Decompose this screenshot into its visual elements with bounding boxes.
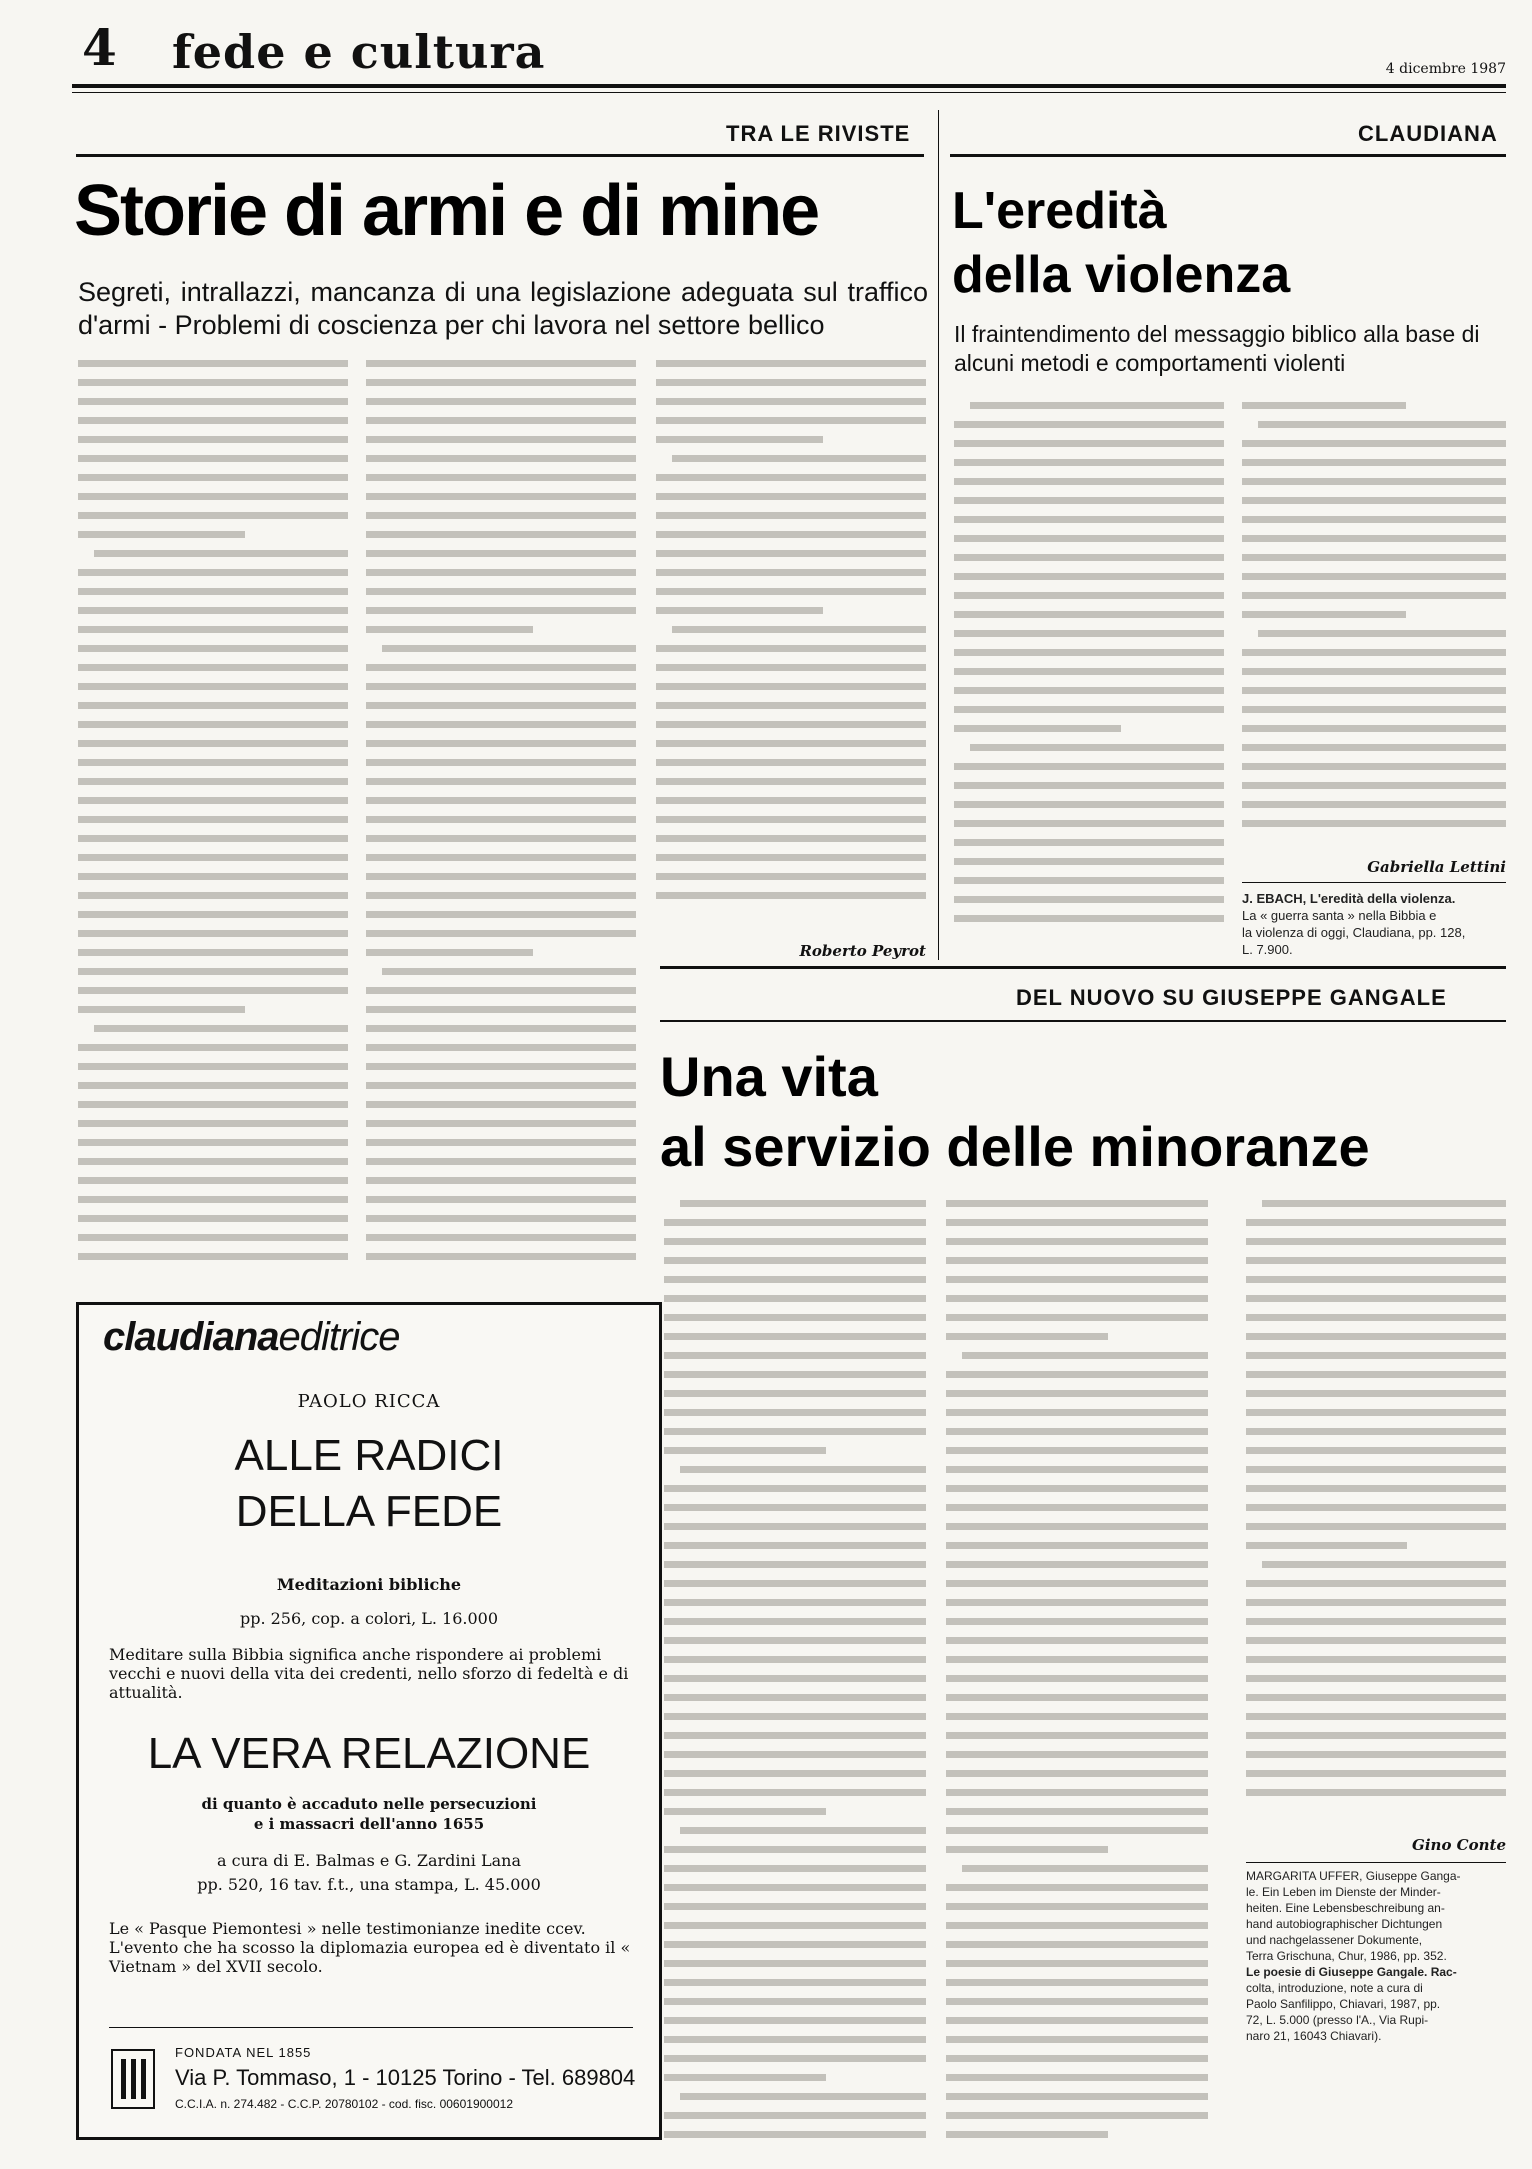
arms-kicker: TRA LE RIVISTE — [726, 121, 911, 146]
book2-subtitle-line-2: e i massacri dell'anno 1655 — [253, 1815, 485, 1833]
book1-blurb: Meditare sulla Bibbia significa anche rispondere ai problemi vecchi e nuovi della vita dei credenti, nello sforzo di fedeltà e di attualità. — [109, 1645, 629, 1702]
arms-body-col-2 — [366, 360, 636, 1260]
claudiana-advertisement — [76, 1302, 662, 2140]
violence-kicker: CLAUDIANA — [1358, 121, 1498, 146]
arms-subtitle: Segreti, intrallazzi, mancanza di una legislazione adeguata sul traffico d'armi - Problemi di coscienza per chi lavora nel settore bellico — [78, 277, 928, 340]
violence-subtitle: Il fraintendimento del messaggio biblico alla base di alcuni metodi e comportamenti violenti — [954, 321, 1480, 376]
violence-kicker-rule — [950, 154, 1506, 157]
arms-kicker-rule — [76, 154, 924, 157]
book2-title: LA VERA RELAZIONE — [147, 1729, 591, 1778]
minorities-kicker-rule — [660, 1020, 1506, 1022]
book1-subtitle: Meditazioni bibliche — [276, 1575, 462, 1594]
book1-title-line-2: DELLA FEDE — [235, 1487, 503, 1536]
book2-editors: a cura di E. Balmas e G. Zardini Lana — [217, 1851, 521, 1870]
minorities-bibliography: MARGARITA UFFER, Giuseppe Ganga- le. Ein Leben im Dienste der Minder- heiten. Eine Lebensbeschreibung an- hand autobiographischer Dichtungen und nachgelassener Dokumente, Terra Grischuna, Chur, 1986, pp. 352. Le poesie di Giuseppe Gangale. Rac- colta, introduzione, note a cura di Paolo Sanfilippo, Chiavari, 1987, pp. 72, L. 5.000 (presso l'A., Via Rupi- naro 21, 16043 Chiavari). — [1246, 1869, 1461, 2043]
violence-signature: Gabriella Lettini — [1367, 858, 1506, 876]
publisher-emblem-icon — [111, 2049, 155, 2109]
publisher-logo-text: claudianaeditrice — [103, 1315, 400, 1359]
minorities-biblio-rule — [1246, 1862, 1506, 1863]
book1-author: PAOLO RICCA — [297, 1391, 441, 1412]
minorities-top-rule — [660, 966, 1506, 969]
publisher-address: Via P. Tommaso, 1 - 10125 Torino - Tel. 689804 — [175, 2065, 636, 2090]
minorities-body-col-2 — [946, 1200, 1208, 2140]
violence-headline-line-2: della violenza — [952, 246, 1291, 304]
book2-blurb: Le « Pasque Piemontesi » nelle testimonianze inedite ccev. L'evento che ha scosso la diplomazia europea ed è diventato il « Vietnam » del XVII secolo. — [109, 1919, 631, 1976]
minorities-body-col-1 — [664, 1200, 926, 2140]
minorities-kicker: DEL NUOVO SU GIUSEPPE GANGALE — [1016, 985, 1447, 1010]
arms-signature: Roberto Peyrot — [799, 942, 926, 960]
section-title: fede e cultura — [172, 25, 546, 79]
book2-details: pp. 520, 16 tav. f.t., una stampa, L. 45.000 — [197, 1875, 541, 1894]
masthead-rule-thick — [72, 84, 1506, 88]
book2-subtitle-line-1: di quanto è accaduto nelle persecuzioni — [201, 1795, 537, 1813]
violence-body-col-2 — [1242, 402, 1506, 858]
violence-biblio-rule — [1242, 882, 1506, 883]
book1-title-line-1: ALLE RADICI — [234, 1431, 504, 1480]
ad-footer-rule — [109, 2027, 633, 2028]
minorities-signature: Gino Conte — [1412, 1836, 1506, 1854]
arms-body-col-3 — [656, 360, 926, 940]
book1-details: pp. 256, cop. a colori, L. 16.000 — [239, 1609, 499, 1628]
minorities-headline-line-1: Una vita — [660, 1045, 878, 1108]
arms-body-col-1 — [78, 360, 348, 1260]
minorities-body-col-3 — [1246, 1200, 1506, 1840]
violence-headline-line-1: L'eredità — [952, 182, 1167, 240]
minorities-headline-line-2: al servizio delle minoranze — [660, 1115, 1370, 1178]
column-divider — [938, 110, 939, 960]
publisher-founded: FONDATA NEL 1855 — [175, 2045, 312, 2060]
issue-date: 4 dicembre 1987 — [1385, 61, 1506, 77]
publisher-legal-info: C.C.I.A. n. 274.482 - C.C.P. 20780102 - cod. fisc. 00601900012 — [175, 2097, 513, 2111]
violence-bibliography: J. EBACH, L'eredità della violenza. La « guerra santa » nella Bibbia e la violenza di oggi, Claudiana, pp. 128, L. 7.900. — [1242, 891, 1466, 957]
violence-body-col-1 — [954, 402, 1224, 956]
masthead-rule-thin — [72, 92, 1506, 93]
arms-headline: Storie di armi e di mine — [74, 171, 819, 251]
page-number: 4 — [82, 18, 117, 77]
